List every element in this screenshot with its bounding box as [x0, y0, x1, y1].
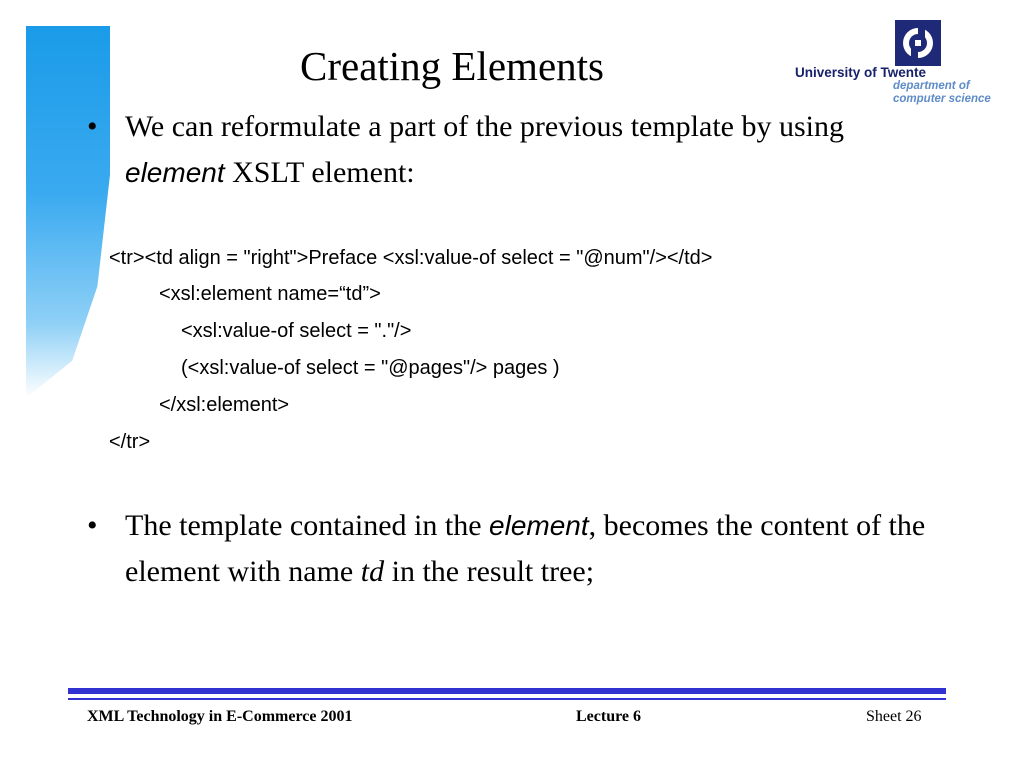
- code-line: </tr>: [109, 431, 151, 453]
- code-line: (<xsl:value-of select = "@pages"/> pages ): [181, 357, 560, 379]
- bullet-text-segment: The template contained in the: [125, 509, 490, 542]
- bullet-text-segment: XSLT element:: [224, 156, 415, 189]
- bullet-marker: •: [87, 509, 98, 542]
- code-line: <xsl:value-of select = "."/>: [181, 320, 412, 342]
- slide-title: Creating Elements: [300, 43, 604, 89]
- bullet-text-segment: in the result tree;: [384, 555, 595, 588]
- bullet-marker: •: [87, 110, 98, 143]
- emphasized-term-element: element: [489, 510, 589, 541]
- footer-sheet-number: Sheet 26: [866, 708, 922, 725]
- university-of-twente-logo-icon: [895, 20, 941, 66]
- decorative-gradient-bar: [26, 26, 110, 398]
- emphasized-term-element: element: [125, 157, 225, 188]
- department-line-1: department of: [893, 80, 970, 92]
- department-line-2: computer science: [893, 93, 991, 105]
- footer-divider-thin: [68, 698, 946, 700]
- department-name: [893, 80, 991, 106]
- bullet-text-segment: , becomes the content of the element with name: [125, 509, 926, 588]
- emphasized-term-td: td: [360, 555, 385, 588]
- footer-divider-thick: [68, 688, 946, 694]
- bullet-text-segment: We can reformulate a part of the previous template by using: [125, 110, 844, 143]
- university-name: University of Twente: [795, 65, 927, 80]
- university-logo: [795, 20, 1010, 110]
- footer-course-title: XML Technology in E-Commerce 2001: [87, 708, 353, 725]
- code-line: </xsl:element>: [159, 394, 290, 416]
- code-line: <xsl:element name=“td”>: [159, 283, 381, 305]
- footer-lecture-number: Lecture 6: [576, 708, 642, 725]
- bullet-text: [125, 503, 945, 595]
- code-line: <tr><td align = "right">Preface <xsl:value-of select = "@num"/></td>: [109, 247, 713, 269]
- bullet-text: [125, 104, 945, 196]
